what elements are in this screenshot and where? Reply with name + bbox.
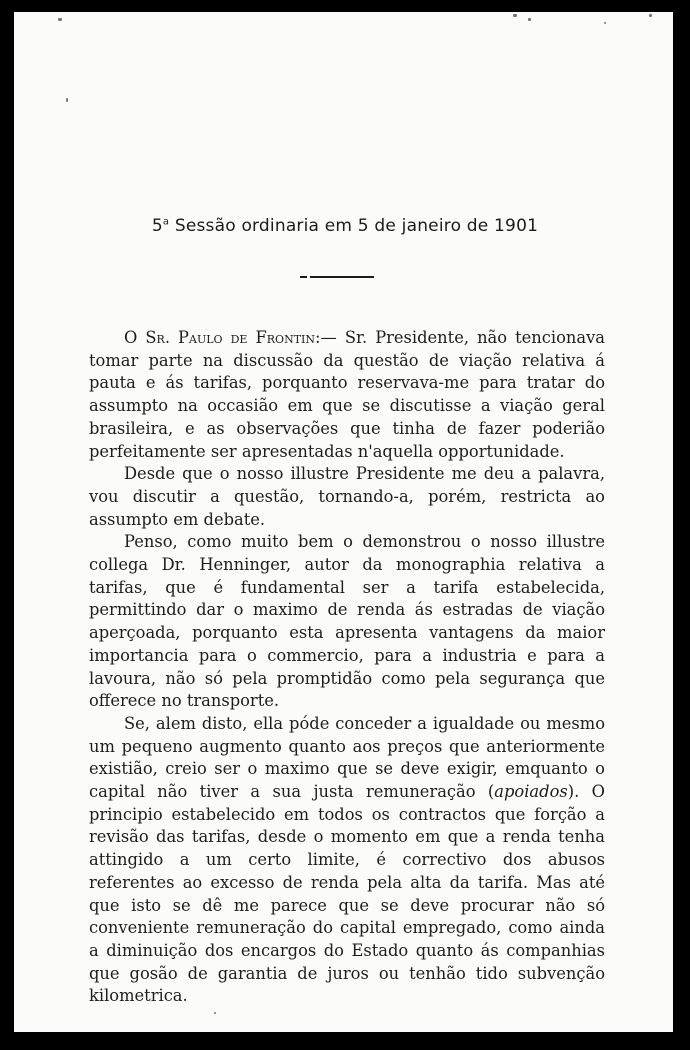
heading-divider-dash — [300, 276, 307, 278]
paragraph-3: Penso, como muito bem o demonstrou o nosso illustre collega Dr. Henninger, autor da monographia relativa a tarifas, que é fundamental ser a tarifa estabelecida, permittindo dar o maximo de renda ás estradas de viação aperçoada, porquanto esta apresenta vantagens da maior importancia para o commercio, para a industria e para a lavoura, não só pela promptidão como pela segurança que offerece no transporte. — [89, 532, 605, 711]
paragraph-1 — [89, 327, 605, 463]
session-ordinal: 5 — [151, 216, 163, 236]
paragraph-1-text: Sr. Presidente, não tencionava tomar parte na discussão da questão de viação relativa á pauta e ás tarifas, porquanto reservava-me para tratar do assumpto na occasião em que se discutisse a viação geral brasileira, e as observações que tinha de fazer poderião perfeitamente ser apresentadas n'aquella opportunidade. — [89, 328, 605, 461]
speaker-name: O Sr. Paulo de Frontin: — [124, 328, 321, 347]
document-page — [14, 12, 673, 1032]
paragraph-4 — [89, 713, 605, 1008]
session-ordinal-suffix: a — [162, 216, 170, 228]
apoiados-annotation: apoiados — [494, 782, 568, 802]
speech-body — [89, 327, 605, 1008]
session-heading-text: Sessão ordinaria em 5 de janeiro de 1901 — [169, 216, 539, 236]
paragraph-4-text-start: Se, alem disto, ella póde conceder a igualdade ou mesmo um pequeno augmento quanto aos preços que anteriormente existião, creio ser o maximo que se deve exigir, emquanto o capital não tiver a sua justa remuneração ( — [89, 713, 605, 802]
paragraph-4-text-end: ). O principio estabelecido em todos os contractos que forção a revisão das tarifas, desde o momento em que a renda tenha attingido a um certo limite, é correctivo dos abusos referentes ao excesso de renda pela alta da tarifa. Mas até que isto se dê me parece que se deve procurar não só conveniente remuneração do capital empregado, como ainda a diminuição dos encargos do Estado quanto ás companhias que gosão de garantia de juros ou tenhão tido subvenção kilometrica. — [89, 782, 605, 1006]
session-heading — [14, 216, 673, 236]
paragraph-2: Desde que o nosso illustre Presidente me deu a palavra, vou discutir a questão, tornando-a, porém, restricta ao assumpto em debate. — [89, 464, 605, 529]
speaker-dash: — — [320, 328, 337, 347]
heading-divider — [310, 276, 374, 278]
